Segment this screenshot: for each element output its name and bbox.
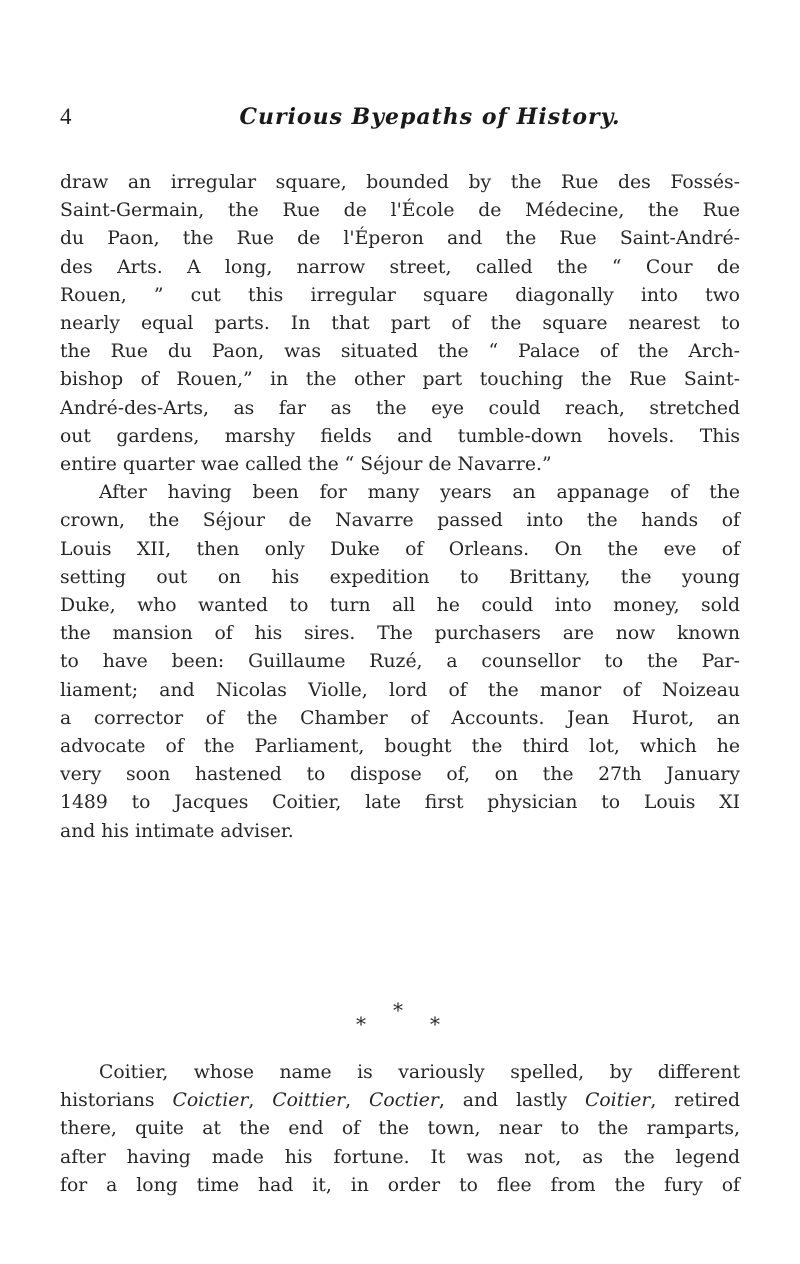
text-line: very soon hastened to dispose of, on the 27th January — [60, 764, 740, 786]
text-line: des Arts. A long, narrow street, called the “ Cour de — [60, 256, 740, 278]
text-fragment: historians — [60, 1090, 173, 1112]
asterism-star: * — [430, 1012, 440, 1036]
text-line: for a long time had it, in order to flee from the fury of — [60, 1174, 740, 1196]
text-line: nearly equal parts. In that part of the square nearest to — [60, 313, 740, 335]
text-line: to have been: Guillaume Ruzé, a counsellor to the Par- — [60, 651, 740, 673]
text-line: after having made his fortune. It was not, as the legend — [60, 1146, 740, 1168]
text-line: advocate of the Parliament, bought the third lot, which he — [60, 736, 740, 758]
text-fragment: , and lastly — [438, 1090, 585, 1112]
text-fragment: , — [345, 1090, 370, 1112]
text-line: the mansion of his sires. The purchasers are now known — [60, 623, 740, 645]
text-line: setting out on his expedition to Brittany, the young — [60, 566, 740, 588]
running-title: Curious Byepaths of History. — [239, 104, 621, 130]
text-line: entire quarter wae called the “ Séjour de Navarre.” — [60, 454, 552, 476]
name-variant: Coctier — [369, 1090, 439, 1112]
text-line: Saint-Germain, the Rue de l'École de Médecine, the Rue — [60, 200, 740, 222]
asterism-star: * — [356, 1012, 366, 1036]
text-line: Duke, who wanted to turn all he could into money, sold — [60, 595, 740, 617]
text-line: the Rue du Paon, was situated the “ Palace of the Arch- — [60, 341, 740, 363]
text-line: there, quite at the end of the town, near to the ramparts, — [60, 1118, 740, 1140]
text-line: After having been for many years an appanage of the — [99, 482, 740, 504]
paragraph-3 — [60, 1059, 740, 1200]
text-line: and his intimate adviser. — [60, 820, 294, 842]
text-line: Louis XII, then only Duke of Orleans. On the eve of — [60, 538, 740, 560]
text-line: du Paon, the Rue de l'Éperon and the Rue Saint-André- — [60, 228, 740, 250]
text-line: 1489 to Jacques Coitier, late first physician to Louis XI — [60, 792, 740, 814]
text-line: out gardens, marshy fields and tumble-down hovels. This — [60, 425, 740, 447]
running-head — [60, 104, 740, 144]
text-line: a corrector of the Chamber of Accounts. Jean Hurot, an — [60, 707, 740, 729]
text-line: liament; and Nicolas Violle, lord of the manor of Noizeau — [60, 679, 740, 701]
name-variant: Coittier — [272, 1090, 346, 1112]
paragraph-1 — [60, 169, 740, 479]
paragraph-2 — [60, 479, 740, 846]
name-variant: Coictier — [172, 1090, 249, 1112]
name-variant: Coitier — [585, 1090, 651, 1112]
text-fragment: , retired — [650, 1090, 741, 1112]
text-fragment: , — [248, 1090, 273, 1112]
text-line: Rouen, ” cut this irregular square diagonally into two — [60, 284, 740, 306]
asterism-separator — [0, 1000, 800, 1040]
text-line-with-names — [60, 1087, 740, 1115]
body-text — [60, 169, 740, 846]
text-line: Coitier, whose name is variously spelled, by different — [99, 1062, 740, 1083]
asterism-star: * — [393, 998, 403, 1022]
page-number: 4 — [60, 104, 72, 129]
text-line: André-des-Arts, as far as the eye could reach, stretched — [60, 397, 740, 419]
text-line: crown, the Séjour de Navarre passed into the hands of — [60, 510, 740, 532]
text-line: draw an irregular square, bounded by the Rue des Fossés- — [60, 172, 740, 193]
text-line: bishop of Rouen,” in the other part touching the Rue Saint- — [60, 369, 740, 391]
